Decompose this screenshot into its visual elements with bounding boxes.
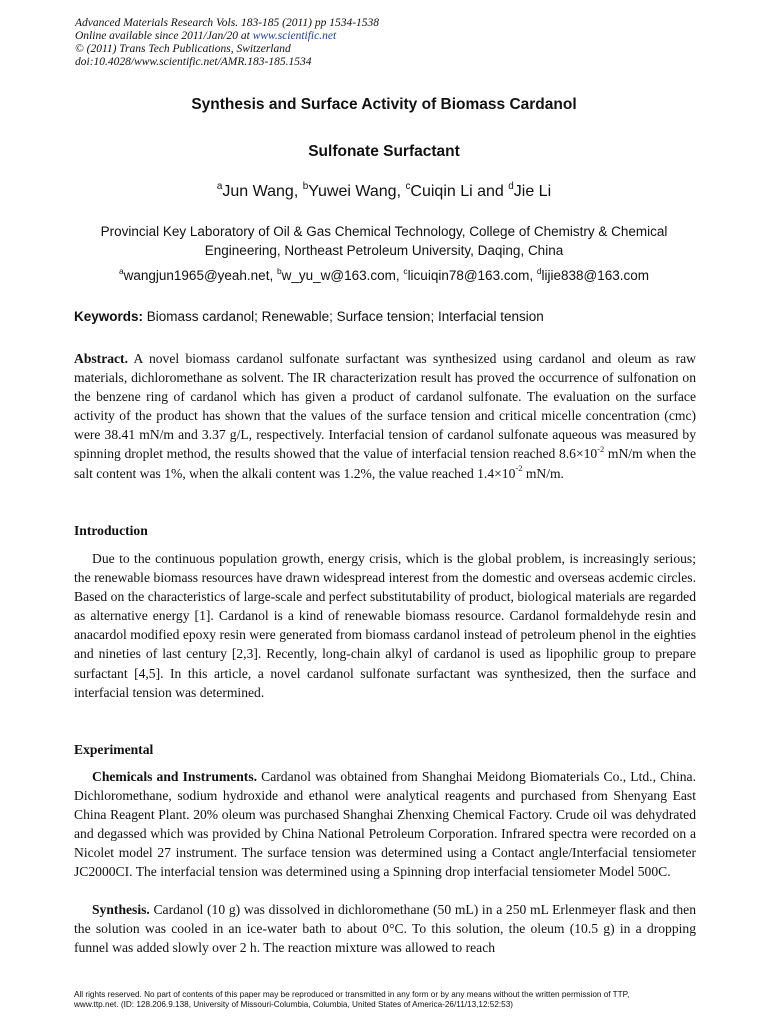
email-address: w_yu_w@163.com,: [281, 268, 404, 283]
keywords: [74, 309, 544, 324]
abstract-paragraph: [74, 349, 696, 483]
experimental-heading: Experimental: [74, 742, 154, 757]
email-address: licuiqin78@163.com,: [407, 268, 537, 283]
author-sup: a: [216, 180, 223, 192]
footer-rights-line: All rights reserved. No part of contents of this paper may be reproduced or transmitted in any form or by any means without the written permission of TTP,: [74, 990, 630, 999]
email-address: wangjun1965@yeah.net,: [123, 268, 277, 283]
abstract-text-part1: A novel biomass cardanol sulfonate surfactant was synthesized using cardanol and oleum as raw materials, dichloromethane as solvent. The IR characterization result has proved the occurrence of sulfonation on the benzene ring of cardanol which has given a product of cardanol sulfonate. The evaluation on the surface activity of the product has shown that the values of the surface tension and critical micelle concentration (cmc) were 38.41 mN/m and 3.37 g/L, respectively. Interfacial tension of cardanol sulfonate aqueous was measured by spinning droplet method, the results showed that the value of interfacial tension reached 8.6×10: [74, 351, 696, 462]
email-list: [0, 265, 768, 283]
email-sup: b: [276, 265, 282, 276]
footer-id-line: www.ttp.net. (ID: 128.206.9.138, University of Missouri-Columbia, Columbia, United States of America-26/11/13,12:52:53): [74, 1000, 514, 1009]
introduction-heading: Introduction: [74, 523, 148, 538]
abstract-exponent-2: -2: [515, 463, 523, 474]
header-doi-line: doi:10.4028/www.scientific.net/AMR.183-185.1534: [75, 56, 312, 68]
paper-title-line2: Sulfonate Surfactant: [308, 143, 460, 160]
synthesis-label: Synthesis.: [92, 902, 150, 917]
author-sup: d: [508, 180, 514, 192]
abstract-text-part2: mN/m when the salt content was 1%, when the alkali content was 1.2%, the value reached 1.4×10: [74, 446, 696, 481]
author-name: Cuiqin Li and: [410, 183, 509, 200]
header-copyright-line: © (2011) Trans Tech Publications, Switzerland: [75, 43, 291, 55]
author-sup: c: [405, 180, 411, 192]
affiliation: Provincial Key Laboratory of Oil & Gas Chemical Technology, College of Chemistry & Chemical Engineering, Northeast Petroleum University, Daqing, China: [100, 224, 668, 258]
author-name: Jie Li: [513, 183, 552, 200]
author-list: [0, 180, 768, 201]
paper-title-line1: Synthesis and Surface Activity of Biomass Cardanol: [191, 96, 577, 113]
scientific-net-link[interactable]: www.scientific.net: [252, 30, 337, 42]
chemicals-paragraph: [74, 767, 696, 882]
copyright-footer: [74, 990, 714, 1010]
chemicals-text: Cardanol was obtained from Shanghai Meidong Biomaterials Co., Ltd., China. Dichloromethane, sodium hydroxide and ethanol were analytical reagents and purchased from Shenyang East China Reagent Plant. 20% oleum was purchased Shanghai Zhenxing Chemical Factory. Crude oil was dehydrated and degassed which was provided by China National Petroleum Corporation. Infrared spectra were recorded on a Nicolet model 27 instrument. The surface tension was determined using a Contact angle/Interfacial tensiometer JC2000CI. The interfacial tension was determined using a Spinning drop interfacial tensiometer Model 500C.: [74, 769, 696, 880]
chemicals-label: Chemicals and Instruments.: [92, 769, 258, 784]
abstract-label: Abstract.: [74, 351, 128, 366]
author-name: Jun Wang,: [222, 183, 303, 200]
introduction-paragraph: Due to the continuous population growth, energy crisis, which is the global problem, is increasingly serious; the renewable biomass resources have drawn widespread interest from the domestic and overseas acdemic circles. Based on the characteristics of large-scale and perfect substitutability of product, biological materials are regarded as alternative energy [1]. Cardanol is a kind of renewable biomass resource. Cardanol formaldehyde resin and anacardol modified epoxy resin were generated from biomass cardanol instead of petroleum phenol in the eighties and nineties of last century [2,3]. Recently, long-chain alkyl of cardanol is used as lipophilic group to prepare surfactant [4,5]. In this article, a novel cardanol sulfonate surfactant was synthesized, then the surface and interfacial tension was determined.: [74, 551, 696, 700]
keywords-label: Keywords:: [74, 309, 144, 324]
keywords-text: Biomass cardanol; Renewable; Surface tension; Interfacial tension: [143, 309, 544, 324]
email-address: lijie838@163.com: [541, 268, 650, 283]
author-sup: b: [302, 180, 309, 192]
email-sup: a: [118, 265, 124, 276]
abstract-text-part3: mN/m.: [522, 465, 564, 481]
header-online-prefix: Online available since 2011/Jan/20 at: [75, 30, 253, 42]
email-sup: c: [403, 265, 408, 276]
header-journal-line: Advanced Materials Research Vols. 183-185 (2011) pp 1534-1538: [75, 17, 380, 29]
author-name: Yuwei Wang,: [308, 183, 406, 200]
synthesis-paragraph: [74, 900, 696, 957]
journal-header: [75, 17, 379, 69]
header-online-line: [75, 30, 379, 43]
synthesis-text: Cardanol (10 g) was dissolved in dichloromethane (50 mL) in a 250 mL Erlenmeyer flask and then the solution was cooled in an ice-water bath to about 0°C. To this solution, the oleum (10.5 g) in a dropping funnel was added slowly over 2 h. The reaction mixture was allowed to reach: [74, 902, 696, 956]
email-sup: d: [536, 265, 542, 276]
abstract-exponent-1: -2: [597, 444, 605, 455]
